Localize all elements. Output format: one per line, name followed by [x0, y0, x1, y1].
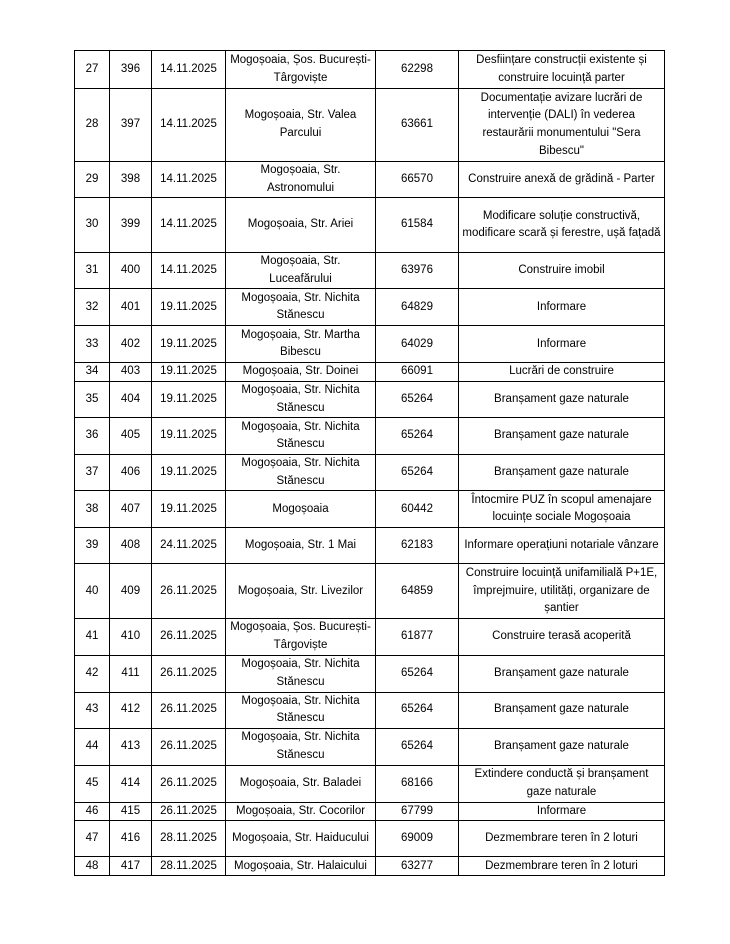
table-row: [75, 198, 665, 253]
object-cell: Construire terasă acoperită: [459, 619, 665, 655]
table-row: [75, 326, 665, 363]
row-number-cell: 35: [75, 381, 110, 417]
cadastral-number-cell: 62298: [376, 51, 459, 89]
row-number-cell: 43: [75, 692, 110, 728]
row-number-cell: 47: [75, 821, 110, 857]
registration-number-cell: 407: [110, 491, 152, 528]
date-cell: 19.11.2025: [152, 363, 226, 382]
registration-number-cell: 415: [110, 802, 152, 821]
address-cell: Mogoșoaia, Str. Doinei: [226, 363, 376, 382]
cadastral-number-cell: 65264: [376, 728, 459, 765]
object-cell: Branșament gaze naturale: [459, 728, 665, 765]
address-cell: Mogoșoaia: [226, 491, 376, 528]
registration-number-cell: 411: [110, 655, 152, 692]
cadastral-number-cell: 65264: [376, 455, 459, 491]
object-cell: Branșament gaze naturale: [459, 655, 665, 692]
address-cell: Mogoșoaia, Șos. București-Târgoviște: [226, 51, 376, 89]
address-cell: Mogoșoaia, Str. Haiducului: [226, 821, 376, 857]
date-cell: 19.11.2025: [152, 326, 226, 363]
address-cell: Mogoșoaia, Str. Cocorilor: [226, 802, 376, 821]
row-number-cell: 42: [75, 655, 110, 692]
object-cell: Branșament gaze naturale: [459, 418, 665, 455]
table-row: [75, 455, 665, 491]
table-row: [75, 692, 665, 728]
cadastral-number-cell: 66091: [376, 363, 459, 382]
cadastral-number-cell: 60442: [376, 491, 459, 528]
registration-number-cell: 400: [110, 253, 152, 289]
date-cell: 26.11.2025: [152, 655, 226, 692]
object-cell: Dezmembrare teren în 2 loturi: [459, 821, 665, 857]
row-number-cell: 37: [75, 455, 110, 491]
registration-number-cell: 404: [110, 381, 152, 417]
table-row: [75, 89, 665, 162]
date-cell: 14.11.2025: [152, 253, 226, 289]
registration-number-cell: 414: [110, 765, 152, 802]
registration-number-cell: 417: [110, 857, 152, 876]
object-cell: Extindere conductă și branșament gaze naturale: [459, 765, 665, 802]
cadastral-number-cell: 68166: [376, 765, 459, 802]
cadastral-number-cell: 65264: [376, 418, 459, 455]
address-cell: Mogoșoaia, Str. Baladei: [226, 765, 376, 802]
date-cell: 19.11.2025: [152, 491, 226, 528]
registration-number-cell: 416: [110, 821, 152, 857]
date-cell: 14.11.2025: [152, 162, 226, 198]
object-cell: Construire anexă de grădină - Parter: [459, 162, 665, 198]
object-cell: Construire imobil: [459, 253, 665, 289]
registration-number-cell: 410: [110, 619, 152, 655]
date-cell: 19.11.2025: [152, 381, 226, 417]
date-cell: 26.11.2025: [152, 564, 226, 619]
object-cell: Construire locuință unifamilială P+1E, împrejmuire, utilități, organizare de șantier: [459, 564, 665, 619]
address-cell: Mogoșoaia, Str. Halaicului: [226, 857, 376, 876]
table-row: [75, 253, 665, 289]
table-row: [75, 528, 665, 564]
address-cell: Mogoșoaia, Str. Nichita Stănescu: [226, 655, 376, 692]
row-number-cell: 40: [75, 564, 110, 619]
registration-number-cell: 409: [110, 564, 152, 619]
cadastral-number-cell: 66570: [376, 162, 459, 198]
table-row: [75, 821, 665, 857]
address-cell: Mogoșoaia, Str. Nichita Stănescu: [226, 289, 376, 326]
cadastral-number-cell: 63277: [376, 857, 459, 876]
registration-number-cell: 402: [110, 326, 152, 363]
object-cell: Desființare construcții existente și construire locuință parter: [459, 51, 665, 89]
address-cell: Mogoșoaia, Str. Ariei: [226, 198, 376, 253]
cadastral-number-cell: 61877: [376, 619, 459, 655]
row-number-cell: 38: [75, 491, 110, 528]
object-cell: Informare: [459, 289, 665, 326]
date-cell: 14.11.2025: [152, 198, 226, 253]
table-row: [75, 728, 665, 765]
object-cell: Informare: [459, 802, 665, 821]
cadastral-number-cell: 61584: [376, 198, 459, 253]
row-number-cell: 31: [75, 253, 110, 289]
date-cell: 28.11.2025: [152, 857, 226, 876]
row-number-cell: 48: [75, 857, 110, 876]
registration-number-cell: 398: [110, 162, 152, 198]
address-cell: Mogoșoaia, Str. Livezilor: [226, 564, 376, 619]
object-cell: Lucrări de construire: [459, 363, 665, 382]
object-cell: Documentație avizare lucrări de intervenție (DALI) în vederea restaurării monumentului "Sera Bibescu": [459, 89, 665, 162]
object-cell: Branșament gaze naturale: [459, 692, 665, 728]
row-number-cell: 29: [75, 162, 110, 198]
cadastral-number-cell: 64859: [376, 564, 459, 619]
table-row: [75, 363, 665, 382]
address-cell: Mogoșoaia, Str. Nichita Stănescu: [226, 381, 376, 417]
address-cell: Mogoșoaia, Str. Nichita Stănescu: [226, 418, 376, 455]
date-cell: 26.11.2025: [152, 692, 226, 728]
object-cell: Modificare soluție constructivă, modificare scară și ferestre, ușă fațadă: [459, 198, 665, 253]
date-cell: 14.11.2025: [152, 51, 226, 89]
registration-number-cell: 396: [110, 51, 152, 89]
address-cell: Mogoșoaia, Str. Luceafărului: [226, 253, 376, 289]
object-cell: Branșament gaze naturale: [459, 381, 665, 417]
address-cell: Mogoșoaia, Str. 1 Mai: [226, 528, 376, 564]
row-number-cell: 32: [75, 289, 110, 326]
cadastral-number-cell: 62183: [376, 528, 459, 564]
date-cell: 19.11.2025: [152, 455, 226, 491]
table-row: [75, 802, 665, 821]
object-cell: Dezmembrare teren în 2 loturi: [459, 857, 665, 876]
date-cell: 19.11.2025: [152, 289, 226, 326]
cadastral-number-cell: 63976: [376, 253, 459, 289]
cadastral-number-cell: 64829: [376, 289, 459, 326]
date-cell: 19.11.2025: [152, 418, 226, 455]
row-number-cell: 33: [75, 326, 110, 363]
table-body: [75, 51, 665, 876]
row-number-cell: 45: [75, 765, 110, 802]
object-cell: Informare operațiuni notariale vânzare: [459, 528, 665, 564]
address-cell: Mogoșoaia, Str. Valea Parcului: [226, 89, 376, 162]
object-cell: Branșament gaze naturale: [459, 455, 665, 491]
address-cell: Mogoșoaia, Str. Astronomului: [226, 162, 376, 198]
object-cell: Întocmire PUZ în scopul amenajare locuințe sociale Mogoșoaia: [459, 491, 665, 528]
registration-number-cell: 408: [110, 528, 152, 564]
table-row: [75, 418, 665, 455]
registration-number-cell: 397: [110, 89, 152, 162]
address-cell: Mogoșoaia, Șos. București-Târgoviște: [226, 619, 376, 655]
row-number-cell: 41: [75, 619, 110, 655]
date-cell: 26.11.2025: [152, 728, 226, 765]
registration-number-cell: 401: [110, 289, 152, 326]
date-cell: 26.11.2025: [152, 765, 226, 802]
registration-number-cell: 405: [110, 418, 152, 455]
registration-number-cell: 412: [110, 692, 152, 728]
object-cell: Informare: [459, 326, 665, 363]
registration-number-cell: 413: [110, 728, 152, 765]
table-row: [75, 381, 665, 417]
table-row: [75, 162, 665, 198]
table-row: [75, 564, 665, 619]
row-number-cell: 36: [75, 418, 110, 455]
address-cell: Mogoșoaia, Str. Nichita Stănescu: [226, 692, 376, 728]
registration-number-cell: 406: [110, 455, 152, 491]
row-number-cell: 27: [75, 51, 110, 89]
table-row: [75, 619, 665, 655]
table-row: [75, 289, 665, 326]
address-cell: Mogoșoaia, Str. Martha Bibescu: [226, 326, 376, 363]
cadastral-number-cell: 65264: [376, 381, 459, 417]
cadastral-number-cell: 63661: [376, 89, 459, 162]
date-cell: 14.11.2025: [152, 89, 226, 162]
urbanism-certificate-table: [74, 50, 665, 876]
date-cell: 26.11.2025: [152, 802, 226, 821]
cadastral-number-cell: 65264: [376, 655, 459, 692]
date-cell: 26.11.2025: [152, 619, 226, 655]
table-row: [75, 857, 665, 876]
row-number-cell: 44: [75, 728, 110, 765]
cadastral-number-cell: 69009: [376, 821, 459, 857]
date-cell: 24.11.2025: [152, 528, 226, 564]
row-number-cell: 34: [75, 363, 110, 382]
row-number-cell: 39: [75, 528, 110, 564]
cadastral-number-cell: 65264: [376, 692, 459, 728]
address-cell: Mogoșoaia, Str. Nichita Stănescu: [226, 728, 376, 765]
cadastral-number-cell: 64029: [376, 326, 459, 363]
address-cell: Mogoșoaia, Str. Nichita Stănescu: [226, 455, 376, 491]
date-cell: 28.11.2025: [152, 821, 226, 857]
table-row: [75, 51, 665, 89]
row-number-cell: 28: [75, 89, 110, 162]
row-number-cell: 30: [75, 198, 110, 253]
row-number-cell: 46: [75, 802, 110, 821]
document-page: [74, 50, 664, 876]
registration-number-cell: 403: [110, 363, 152, 382]
registration-number-cell: 399: [110, 198, 152, 253]
table-row: [75, 655, 665, 692]
cadastral-number-cell: 67799: [376, 802, 459, 821]
table-row: [75, 491, 665, 528]
table-row: [75, 765, 665, 802]
